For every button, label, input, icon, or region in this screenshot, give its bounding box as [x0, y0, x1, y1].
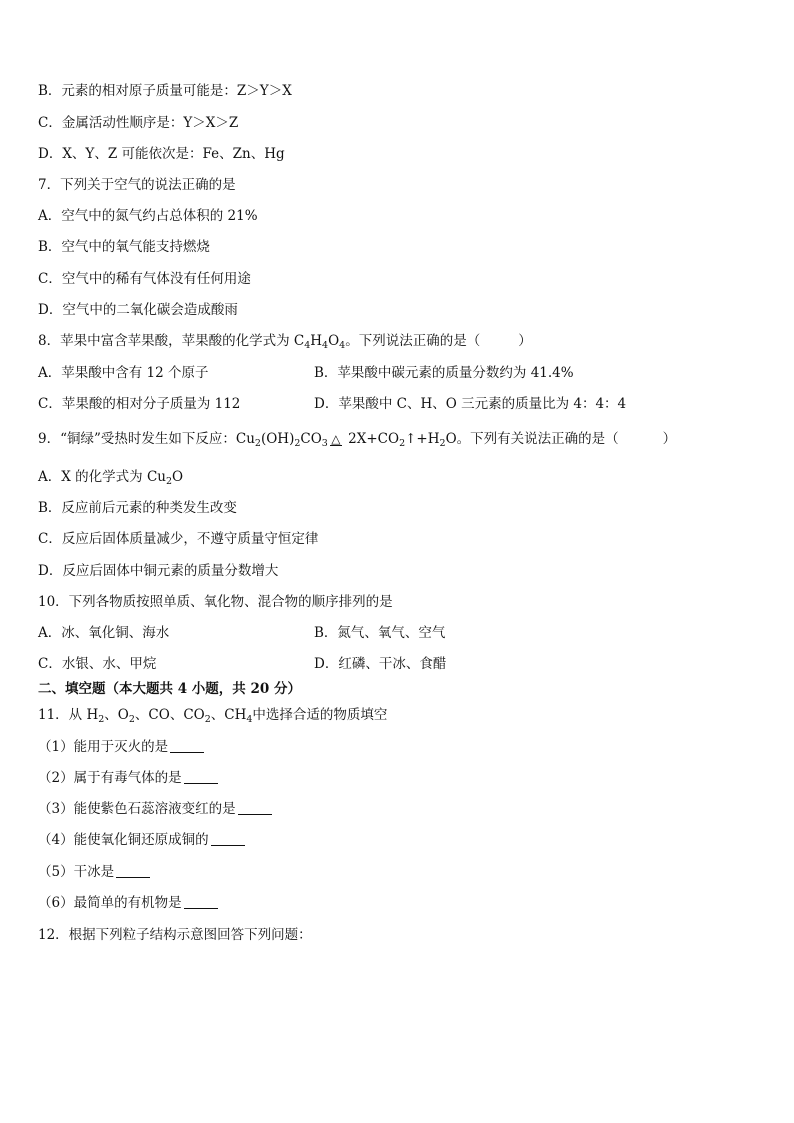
answer-blank[interactable]: [184, 895, 218, 909]
q9-option-c: C．反应后固体质量减少，不遵守质量守恒定律: [38, 531, 319, 547]
q8-option-a: A．苹果酸中含有 12 个原子: [38, 365, 209, 381]
answer-blank[interactable]: [211, 832, 245, 846]
q6-option-c: C．金属活动性顺序是：Y＞X＞Z: [38, 115, 239, 131]
q12-stem: 12．根据下列粒子结构示意图回答下列问题：: [38, 927, 312, 943]
q6-option-d: D．X、Y、Z 可能依次是：Fe、Zn、Hg: [38, 146, 285, 162]
q9-stem: 9．“铜绿”受热时发生如下反应：$Cu_2(OH)_2CO_3$ △ $2X+CO_2↑+H_2O$。下列有关说法正确的是（ ）: [38, 431, 677, 449]
q9-option-a: A．X 的化学式为 $Cu_2O$: [38, 469, 184, 487]
section-heading: 二、填空题（本大题共 4 小题，共 20 分）: [38, 681, 301, 697]
q8-option-c: C．苹果酸的相对分子质量为 112: [38, 396, 241, 412]
q10-option-c: C．水银、水、甲烷: [38, 656, 157, 672]
q6-option-b: B．元素的相对原子质量可能是：Z＞Y＞X: [38, 83, 292, 99]
q9-option-d: D．反应后固体中铜元素的质量分数增大: [38, 563, 279, 579]
q10-stem: 10．下列各物质按照单质、氧化物、混合物的顺序排列的是: [38, 594, 393, 610]
answer-blank[interactable]: [170, 739, 204, 753]
heat-symbol: △: [331, 432, 341, 446]
q11-sub-2: （2）属于有毒气体的是: [38, 769, 218, 787]
answer-blank[interactable]: [184, 770, 218, 784]
q8-stem: 8．苹果中富含苹果酸，苹果酸的化学式为 $C_4H_4O_4$。下列说法正确的是（ ）: [38, 333, 532, 351]
q8-stem-text: 8．苹果中富含苹果酸，苹果酸的化学式为 C: [38, 333, 305, 349]
q8-option-d: D．苹果酸中 C、H、O 三元素的质量比为 4：4：4: [314, 396, 627, 412]
answer-blank[interactable]: [116, 864, 150, 878]
q11-sub-3: （3）能使紫色石蕊溶液变红的是: [38, 800, 272, 818]
answer-blank[interactable]: [238, 801, 272, 815]
q11-sub-6: （6）最简单的有机物是: [38, 894, 218, 912]
q10-option-d: D．红磷、干冰、食醋: [314, 656, 447, 672]
q7-option-c: C．空气中的稀有气体没有任何用途: [38, 271, 251, 287]
q8-option-b: B．苹果酸中碳元素的质量分数约为 41.4%: [314, 365, 574, 381]
q9-option-b: B．反应前后元素的种类发生改变: [38, 500, 237, 516]
q7-option-b: B．空气中的氧气能支持燃烧: [38, 239, 210, 255]
q7-stem: 7．下列关于空气的说法正确的是: [38, 177, 236, 193]
q11-sub-4: （4）能使氧化铜还原成铜的: [38, 831, 245, 849]
q10-option-a: A．冰、氧化铜、海水: [38, 625, 170, 641]
q10-option-b: B．氮气、氧气、空气: [314, 625, 446, 641]
q7-option-d: D．空气中的二氧化碳会造成酸雨: [38, 302, 238, 318]
q11-sub-5: （5）干冰是: [38, 863, 150, 881]
q7-option-a: A．空气中的氮气约占总体积的 21%: [38, 208, 258, 224]
q9-stem-text: 9．“铜绿”受热时发生如下反应：Cu: [38, 431, 255, 447]
q11-stem: 11．从 $H_2$、$O_2$、CO、$CO_2$、$CH_4$中选择合适的物质填空: [38, 707, 388, 725]
q11-sub-1: （1）能用于灭火的是: [38, 738, 204, 756]
